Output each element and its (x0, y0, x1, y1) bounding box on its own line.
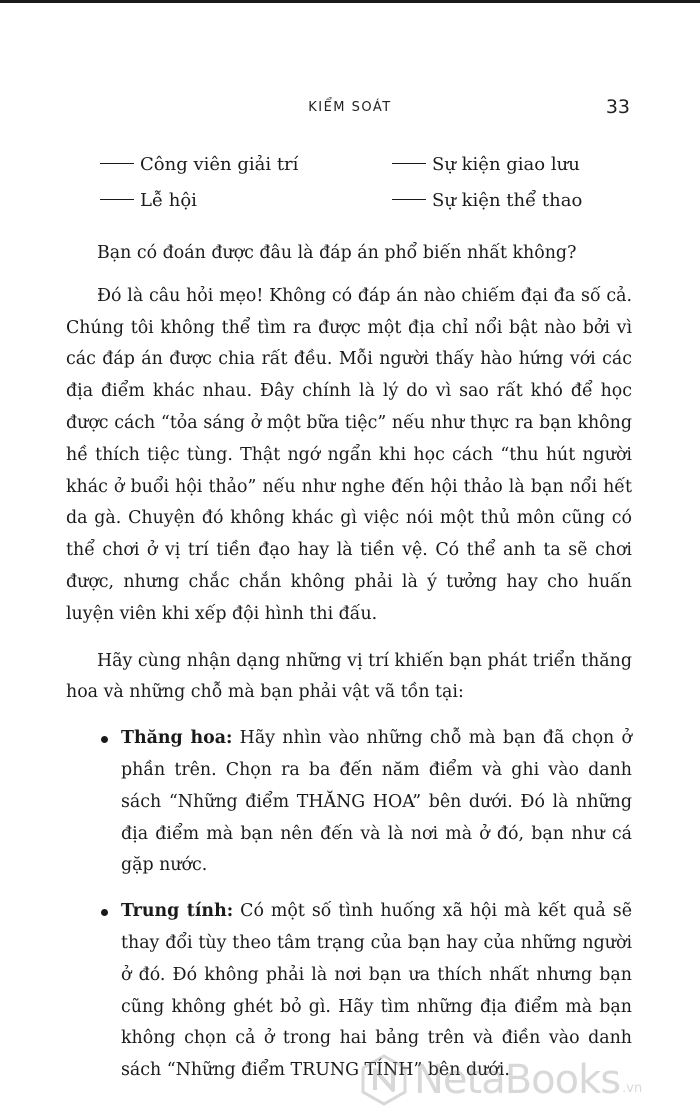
checklist-item (392, 150, 600, 179)
bullet-text: Có một số tình huống xã hội mà kết quả sẽ thay đổi tùy theo tâm trạng của bạn hay của những người ở đó. Đó không phải là nơi bạn ưa thích nhất nhưng bạn cũng không ghét bỏ gì. Hãy tìm những địa điểm mà bạn không chọn cả ở trong hai bảng trên và điền vào danh sách “Những điểm TRUNG TÍNH” bên dưới. (121, 901, 633, 1081)
checklist-item (392, 186, 600, 215)
bullet-dot-icon (101, 909, 108, 916)
bullet-item-thang-hoa (66, 723, 632, 882)
bullet-term: Trung tính: (121, 901, 234, 922)
watermark (360, 1050, 700, 1110)
checklist-item-label: Sự kiện thể thao (432, 190, 583, 211)
checklist-item-label: Lễ hội (140, 190, 197, 211)
checklist-item (100, 150, 392, 179)
intro-paragraph: Hãy cùng nhận dạng những vị trí khiến bạn phát triển thăng hoa và những chỗ mà bạn phải vật vã tồn tại: (66, 650, 632, 703)
page-number: 33 (605, 96, 630, 118)
checklist-item-label: Công viên giải trí (140, 154, 299, 175)
hexagon-n-logo-icon (360, 1054, 408, 1106)
answer-paragraph: Đó là câu hỏi mẹo! Không có đáp án nào chiếm đại đa số cả. Chúng tôi không thể tìm ra được một địa chỉ nổi bật nào bởi vì các đáp án được chia rất đều. Mỗi người thấy hào hứng với các địa điểm khác nhau. Đây chính là lý do vì sao rất khó để học được cách “tỏa sáng ở một bữa tiệc” nếu như thực ra bạn không hề thích tiệc tùng. Thật ngớ ngẩn khi học cách “thu hút người khác ở buổi hội thảo” nếu như nghe đến hội thảo là bạn nổi hết da gà. Chuyện đó không khác gì việc nói một thủ môn cũng có thể chơi ở vị trí tiền đạo hay là tiền vệ. Có thể anh ta sẽ chơi được, nhưng chắc chắn không phải là ý tưởng hay cho huấn luyện viên khi xếp đội hình thi đấu. (66, 285, 632, 624)
bullet-text: Hãy nhìn vào những chỗ mà bạn đã chọn ở phần trên. Chọn ra ba đến năm điểm và ghi vào danh sách “Những điểm THĂNG HOA” bên dưới. Đó là những địa điểm mà bạn nên đến và là nơi mà ở đó, bạn như cá gặp nước. (121, 728, 632, 876)
watermark-suffix: .vn (622, 1080, 643, 1096)
checklist-item-label: Sự kiện giao lưu (432, 154, 580, 175)
checklist (100, 150, 600, 215)
running-title: KIỂM SOÁT (308, 100, 392, 115)
question-paragraph: Bạn có đoán được đâu là đáp án phổ biến nhất không? (97, 243, 577, 263)
answer-blank[interactable] (392, 199, 426, 200)
answer-blank[interactable] (392, 163, 426, 164)
watermark-brand: NetaBooks (414, 1057, 621, 1103)
answer-blank[interactable] (100, 199, 134, 200)
bullet-dot-icon (101, 736, 108, 743)
bullet-list (66, 723, 632, 1087)
checklist-item (100, 186, 392, 215)
bullet-term: Thăng hoa: (121, 728, 233, 749)
answer-blank[interactable] (100, 163, 134, 164)
top-rule (0, 0, 700, 3)
body-text (66, 238, 632, 1087)
